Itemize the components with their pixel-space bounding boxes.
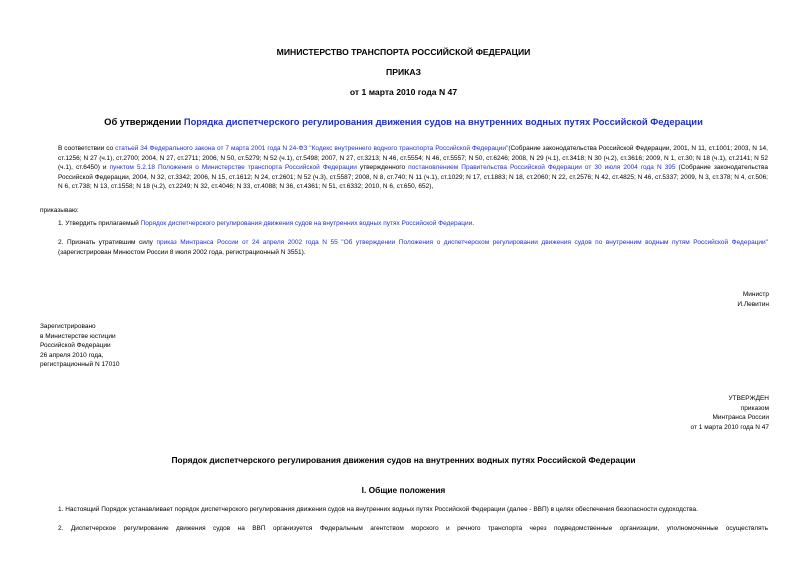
registration-line: Зарегистрировано — [40, 323, 96, 330]
registration-line: Российской Федерации — [40, 342, 111, 350]
approved-line: Минтранса России — [712, 414, 769, 422]
item-1-text-2: . — [472, 220, 475, 227]
paragraph-2-text: 2. Диспетчерское регулирование движения судов на ВВП организуется Федеральным агентством морского и речного транспорта через подведомственные организации, уполномоченные осуществлять — [58, 525, 768, 532]
preamble-text-1: В соответствии со — [58, 145, 116, 152]
preamble-text-4: (Собрание законодательства Российской Федерации, 2004, N 32, ст.3342; 2006, N 15, ст.1612; N 24, ст.2601; N 52 (ч.3), ст.5587; 2008, N 8, ст.740; N 11 (ч.1), ст.1029; N 17, ст.1883; N 18, ст.2060; N 22, ст.2576; N 42, ст.4825; N 46, ст.5337; 2009, N 3, ст.378; N 4, ст.506; N 6, ст.738; N 13, ст.1558; N 18 (ч.2), ст.2249; N 32, ст.4046; N 33, ст.4088; N 36, ст.4361; N 51, ст.6332; 2010, N 6, ст.650, 652), — [58, 164, 768, 191]
ministry-heading: МИНИСТЕРСТВО ТРАНСПОРТА РОССИЙСКОЙ ФЕДЕРАЦИИ — [276, 47, 531, 57]
order-title-prefix: Об утверждении — [104, 116, 184, 127]
item-2-paragraph — [40, 238, 768, 257]
approved-line: УТВЕРЖДЕН — [728, 395, 769, 402]
order-title-link[interactable]: Порядка диспетчерского регулирования движения судов на внутренних водных путях Российской Федерации — [183, 116, 703, 127]
registration-line: 26 апреля 2010 года, — [40, 351, 104, 359]
section-1-title: I. Общие положения — [361, 485, 446, 495]
preamble-text-2: (Собрание законодательства Российской Федерации, 2001, N 11, ст.1001; 2003, N 14, ст.1256; N 27 (ч.1), ст.2700; 2004, N 27, ст.2711; 2006, N 50, ст.5279; N 52 (ч.1), ст.5498; 2007, N 27, ст.3213; N 46, ст.5554; N 46, ст.5557; N 50, ст.6246; 2008, N 29 (ч.1), ст.3418; N 30 (ч.2), ст.3616; 2009, N 1, ст.30; N 18 (ч.1), ст.2141; N 52 (ч.1), ст.6450) и — [58, 145, 768, 172]
registration-line: регистрационный N 17010 — [40, 361, 120, 369]
doc-type-heading: ПРИКАЗ — [386, 67, 421, 77]
preamble-text-3: утвержденного — [356, 164, 409, 172]
approved-block — [691, 394, 769, 432]
preamble-link-regulation[interactable]: пунктом 5.2.18 Положения о Министерстве транспорта Российской Федерации — [109, 164, 357, 172]
signature-block — [737, 290, 769, 309]
procedure-title: Порядок диспетчерского регулирования движения судов на внутренних водных путях Российской Федерации — [171, 455, 636, 465]
order-word: приказываю: — [40, 207, 79, 214]
item-1-link[interactable]: Порядок диспетчерского регулирования движения судов на внутренних водных путях Российской Федерации — [140, 220, 473, 227]
item-2-link[interactable]: приказ Минтранса России от 24 апреля 2002 года N 55 "Об утверждении Положения о диспетчерском регулировании движения судов по внутренним водным путям Российской Федерации" — [156, 239, 768, 246]
paragraph-2 — [40, 524, 768, 534]
preamble-link-decree[interactable]: постановлением Правительства Российской Федерации от 30 июля 2004 года N 395 — [408, 164, 676, 172]
approved-line: приказом — [740, 404, 769, 412]
paragraph-1-text: 1. Настоящий Порядок устанавливает порядок диспетчерского регулирования движения судов на внутренних водных путях Российской Федерации (далее - ВВП) в целях обеспечения безопасности судоходства. — [58, 506, 698, 513]
item-1-paragraph — [40, 219, 768, 229]
order-title — [0, 116, 807, 127]
approved-line: от 1 марта 2010 года N 47 — [690, 423, 769, 431]
paragraph-1 — [40, 505, 768, 515]
item-2-text-2: (зарегистрирован Минюстом России 8 июля 2002 года, регистрационный N 3551). — [58, 248, 306, 256]
signature-name: И.Левитин — [737, 300, 769, 308]
preamble-link-law[interactable]: статьей 34 Федерального закона от 7 марта 2001 года N 24-ФЗ "Кодекс внутреннего водного транспорта Российской Федерации" — [115, 145, 509, 152]
order-date-number: от 1 марта 2010 года N 47 — [349, 87, 458, 97]
item-2-text-1: 2. Признать утратившим силу — [58, 239, 157, 246]
signature-title: Министр — [742, 291, 769, 298]
preamble-paragraph — [40, 144, 768, 192]
registration-block — [40, 322, 120, 370]
item-1-text-1: 1. Утвердить прилагаемый — [58, 220, 141, 227]
registration-line: в Министерстве юстиции — [40, 332, 116, 340]
